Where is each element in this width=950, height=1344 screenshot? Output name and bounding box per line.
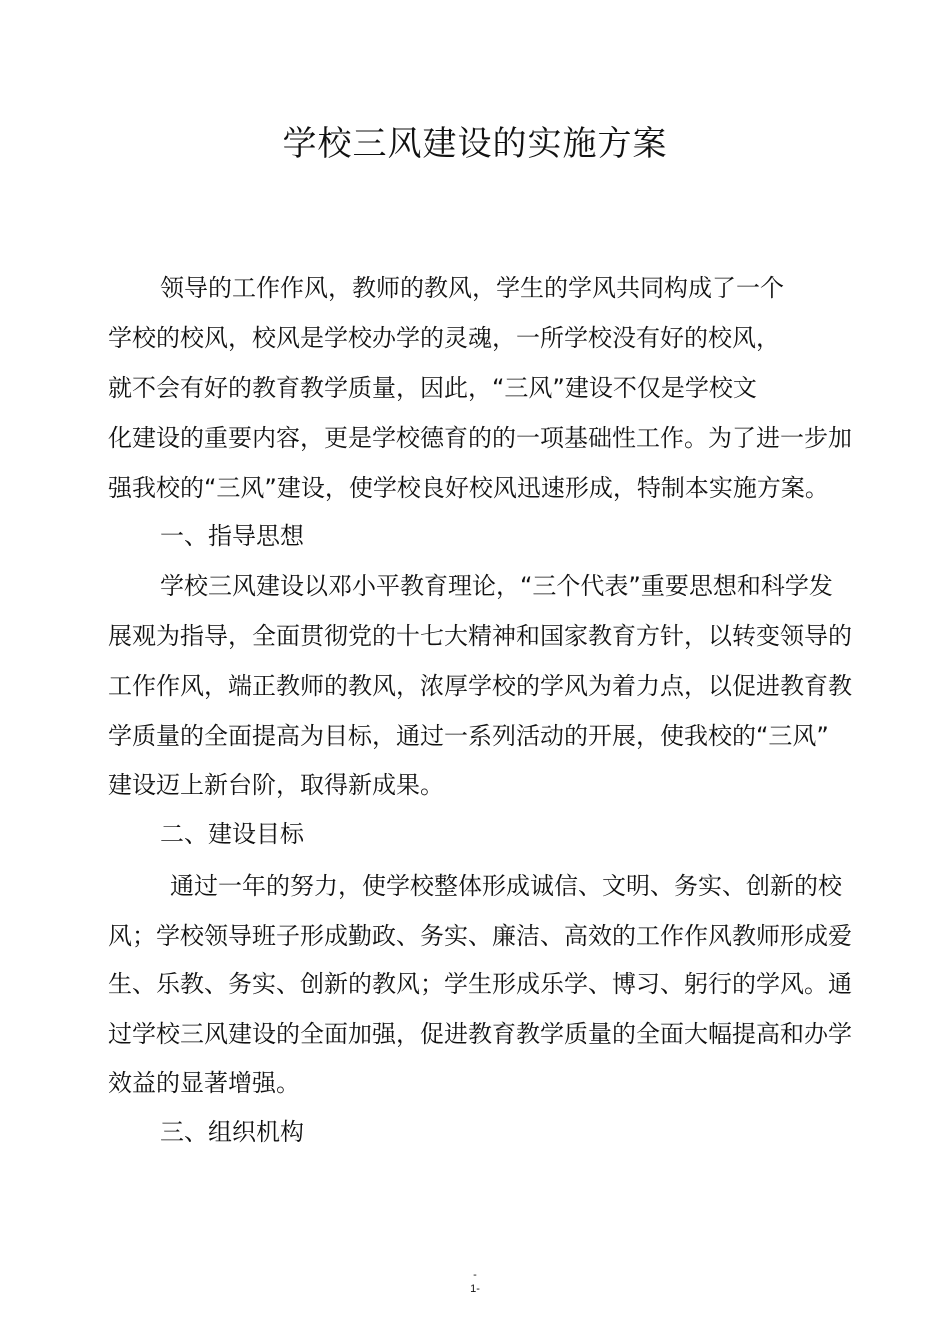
footer-dash: - (473, 1269, 477, 1281)
page-footer (0, 1268, 950, 1296)
paragraph-line: 建设迈上新台阶，取得新成果。 (108, 771, 444, 799)
paragraph-line: 过学校三风建设的全面加强，促进教育教学质量的全面大幅提高和办学 (108, 1020, 852, 1048)
paragraph-line: 工作作风，端正教师的教风，浓厚学校的学风为着力点，以促进教育教 (108, 672, 852, 700)
document-title: 学校三风建设的实施方案 (282, 124, 668, 164)
intro-line: 化建设的重要内容，更是学校德育的的一项基础性工作。为了进一步加 (108, 424, 852, 452)
paragraph-line: 效益的显著增强。 (108, 1069, 300, 1097)
intro-line: 领导的工作作风，教师的教风，学生的学风共同构成了一个 (160, 274, 784, 302)
intro-line: 就不会有好的教育教学质量，因此，“三风”建设不仅是学校文 (108, 374, 757, 402)
page-number: 1- (470, 1283, 480, 1295)
intro-line: 学校的校风，校风是学校办学的灵魂，一所学校没有好的校风， (108, 324, 780, 352)
section-heading-guiding-thought: 一、指导思想 (160, 522, 304, 550)
intro-line: 强我校的“三风”建设，使学校良好校风迅速形成，特制本实施方案。 (108, 474, 829, 502)
section-heading-construction-goals: 二、建设目标 (160, 820, 304, 848)
paragraph-line: 生、乐教、务实、创新的教风；学生形成乐学、博习、躬行的学风。通 (108, 970, 852, 998)
section-heading-organization: 三、组织机构 (160, 1118, 304, 1146)
paragraph-line: 展观为指导，全面贯彻党的十七大精神和国家教育方针，以转变领导的 (108, 622, 852, 650)
paragraph-line: 学校三风建设以邓小平教育理论，“三个代表”重要思想和科学发 (160, 572, 833, 600)
paragraph-line: 学质量的全面提高为目标，通过一系列活动的开展，使我校的“三风” (108, 722, 829, 750)
paragraph-line: 通过一年的努力，使学校整体形成诚信、文明、务实、创新的校 (170, 872, 842, 900)
paragraph-line: 风；学校领导班子形成勤政、务实、廉洁、高效的工作作风教师形成爱 (108, 922, 852, 950)
